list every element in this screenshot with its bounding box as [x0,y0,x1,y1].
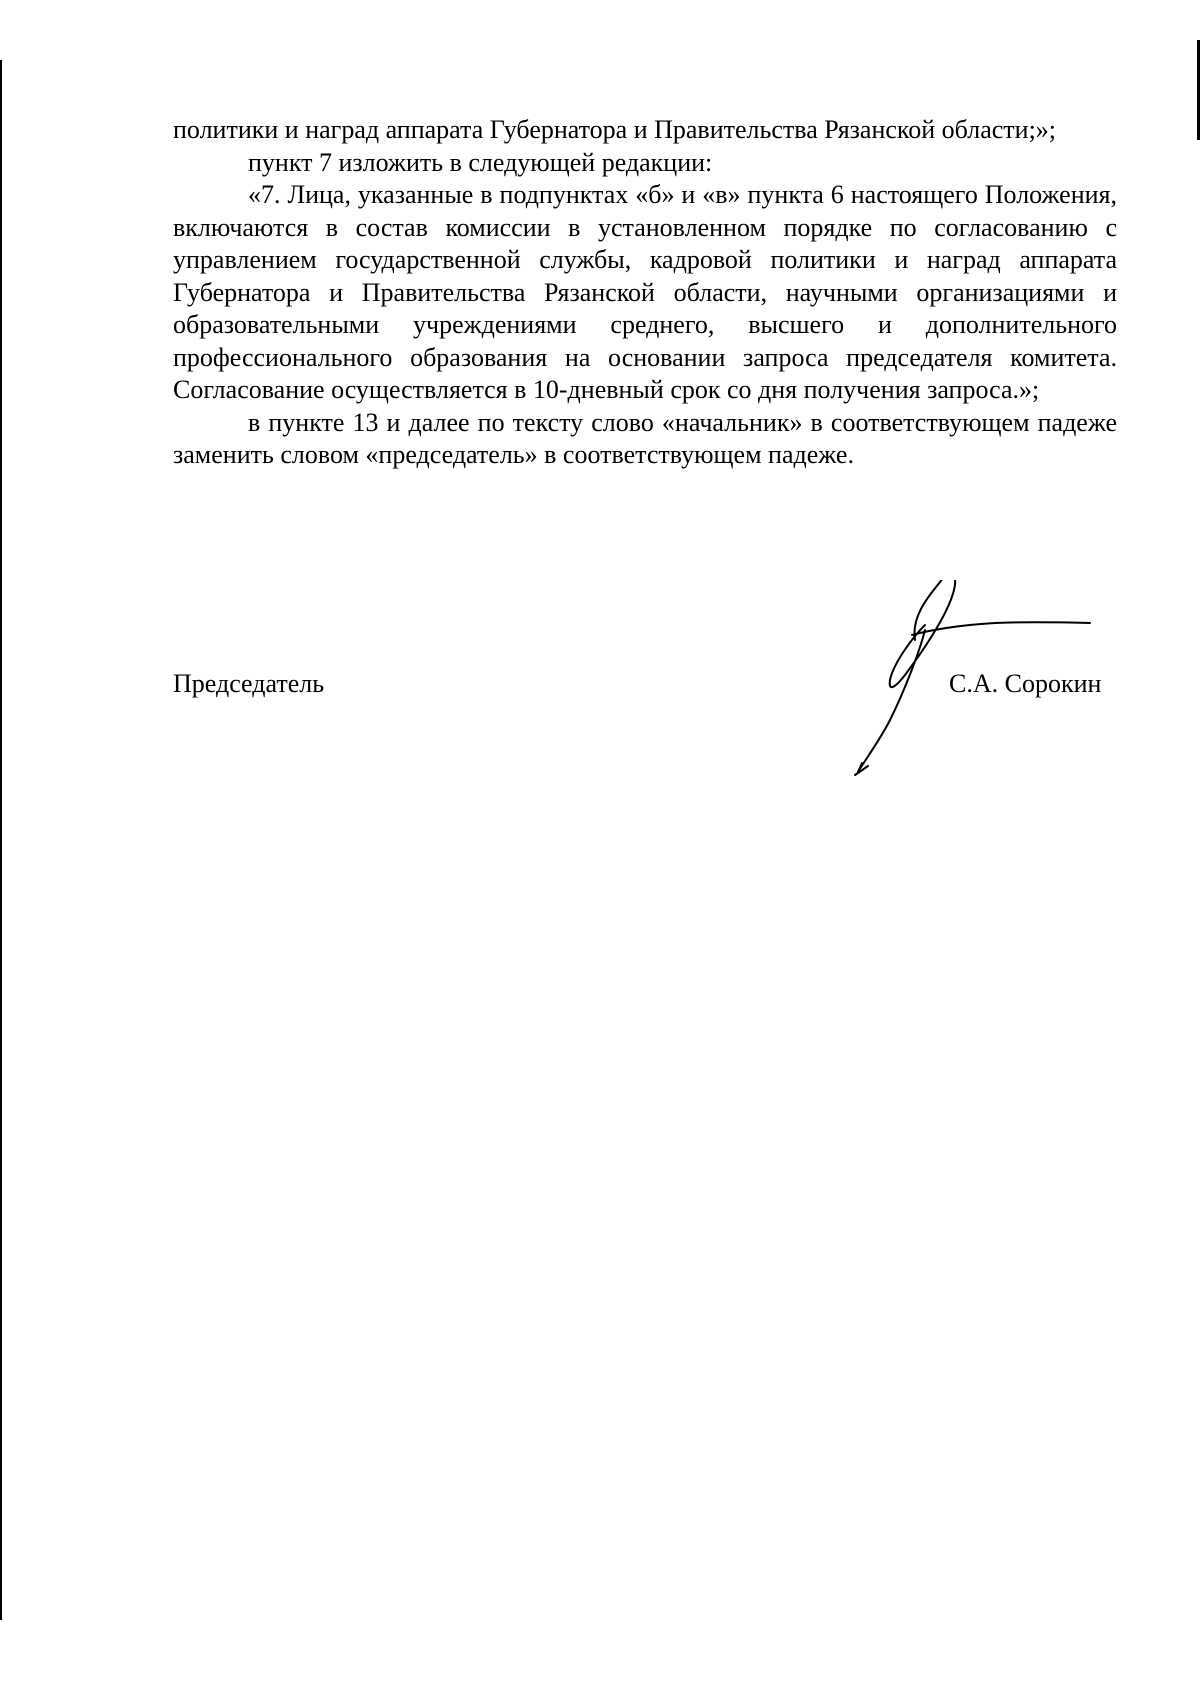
paragraph-item13: в пункте 13 и далее по тексту слово «начальник» в соответствующем падеже заменить словом «председатель» в соответствующем падеже. [173,407,1117,469]
signatory-name: С.А. Сорокин [949,669,1102,698]
paragraph-item7-intro: пункт 7 изложить в следующей редакции: [248,147,713,177]
scan-edge-left [0,60,2,1620]
signatory-position: Председатель [173,669,325,698]
document-body [173,114,1117,472]
paragraph-item7-text: «7. Лица, указанные в подпунктах «б» и «в» пункта 6 настоящего Положения, включаются в состав комиссии в установленном порядке по согласованию с управлением государственной службы, кадровой политики и наград аппарата Губернатора и Правительства Рязанской области, научными организациями и образовательными учреждениями среднего, высшего и дополнительного профессионального образования на основании запроса председателя комитета. Согласование осуществляется в 10-дневный срок со дня получения запроса.»; [173,180,1117,404]
paragraph-continuation: политики и наград аппарата Губернатора и Правительства Рязанской области;»; [173,115,1057,144]
